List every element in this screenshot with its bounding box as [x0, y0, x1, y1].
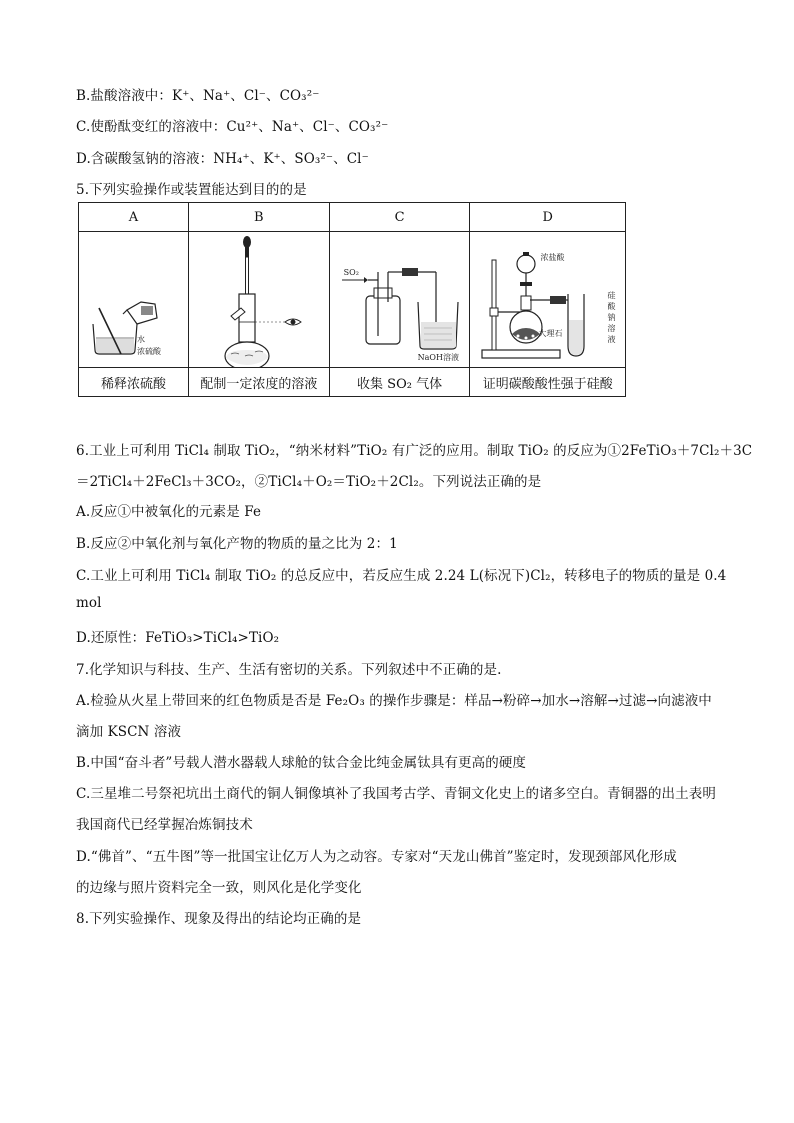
q6-option-c-line-1: C.工业上可利用 TiCl₄ 制取 TiO₂ 的总反应中，若反应生成 2.24 L(标况下)Cl₂，转移电子的物质的量是 0.4 — [76, 568, 727, 584]
q6-option-d: D.还原性：FeTiO₃>TiCl₄>TiO₂ — [76, 630, 280, 646]
apparatus-d-cell — [470, 232, 626, 368]
caption-d: 证明碳酸酸性强于硅酸 — [470, 368, 626, 397]
caption-b: 配制一定浓度的溶液 — [188, 368, 329, 397]
q5-apparatus-table — [78, 202, 626, 397]
label-so2-inlet: SO₂ — [343, 268, 359, 277]
q6-stem-line-2: ＝2TiCl₄＋2FeCl₃＋3CO₂，②TiCl₄＋O₂＝TiO₂＋2Cl₂。下列说法正确的是 — [76, 474, 542, 490]
column-header-b: B — [188, 203, 329, 232]
dilution-apparatus-figure — [79, 232, 189, 367]
label-marble: 大理石 — [538, 329, 563, 338]
column-header-c: C — [329, 203, 470, 232]
label-sodium-silicate-solution: 硅酸钠溶液 — [607, 291, 616, 344]
q7-option-a-line-2: 滴加 KSCN 溶液 — [76, 724, 182, 740]
q8-stem: 8.下列实验操作、现象及得出的结论均正确的是 — [76, 911, 362, 927]
q7-option-c-line-2: 我国商代已经掌握冶炼铜技术 — [76, 817, 253, 833]
q4-option-b: B.盐酸溶液中：K⁺、Na⁺、Cl⁻、CO₃²⁻ — [76, 88, 320, 104]
q7-option-a-line-1: A.检验从火星上带回来的红色物质是否是 Fe₂O₃ 的操作步骤是：样品→粉碎→加水→溶解→过滤→向滤液中 — [76, 693, 712, 709]
apparatus-b-cell — [188, 232, 329, 368]
column-header-d: D — [470, 203, 626, 232]
label-conc-hydrochloric-acid: 浓盐酸 — [540, 253, 565, 262]
q7-option-d-line-1: D.“佛首”、“五牛图”等一批国宝让亿万人为之动容。专家对“天龙山佛首”鉴定时，发现颈部风化形成 — [76, 849, 677, 865]
q7-stem: 7.化学知识与科技、生产、生活有密切的关系。下列叙述中不正确的是. — [76, 662, 502, 678]
q7-option-c-line-1: C.三星堆二号祭祀坑出土商代的铜人铜像填补了我国考古学、青铜文化史上的诸多空白。青铜器的出土表明 — [76, 786, 716, 802]
q6-option-b: B.反应②中氧化剂与氧化产物的物质的量之比为 2：1 — [76, 536, 398, 552]
q5-stem: 5.下列实验操作或装置能达到目的的是 — [76, 182, 307, 198]
gas-collection-figure — [330, 232, 471, 367]
apparatus-c-cell — [329, 232, 470, 368]
q4-option-c: C.使酚酞变红的溶液中：Cu²⁺、Na⁺、Cl⁻、CO₃²⁻ — [76, 119, 389, 135]
q6-option-a: A.反应①中被氧化的元素是 Fe — [76, 504, 262, 520]
caption-c: 收集 SO₂ 气体 — [329, 368, 470, 397]
label-naoh-solution: NaOH溶液 — [417, 353, 459, 362]
q7-option-d-line-2: 的边缘与照片资料完全一致，则风化是化学变化 — [76, 880, 362, 896]
q6-option-c-line-2: mol — [76, 595, 102, 611]
label-conc-sulfuric-acid: 浓硫酸 — [137, 347, 161, 356]
q4-option-d: D.含碳酸氢钠的溶液：NH₄⁺、K⁺、SO₃²⁻、Cl⁻ — [76, 151, 369, 167]
label-water: 水 — [137, 335, 145, 344]
q7-option-b: B.中国“奋斗者”号载人潜水器载人球舱的钛合金比纯金属钛具有更高的硬度 — [76, 755, 527, 771]
apparatus-a-cell — [79, 232, 189, 368]
caption-a: 稀释浓硫酸 — [79, 368, 189, 397]
q6-stem-line-1: 6.工业上可利用 TiCl₄ 制取 TiO₂，“纳米材料”TiO₂ 有广泛的应用。制取 TiO₂ 的反应为①2FeTiO₃＋7Cl₂＋3C — [76, 443, 753, 459]
volumetric-flask-figure — [189, 232, 330, 367]
column-header-a: A — [79, 203, 189, 232]
